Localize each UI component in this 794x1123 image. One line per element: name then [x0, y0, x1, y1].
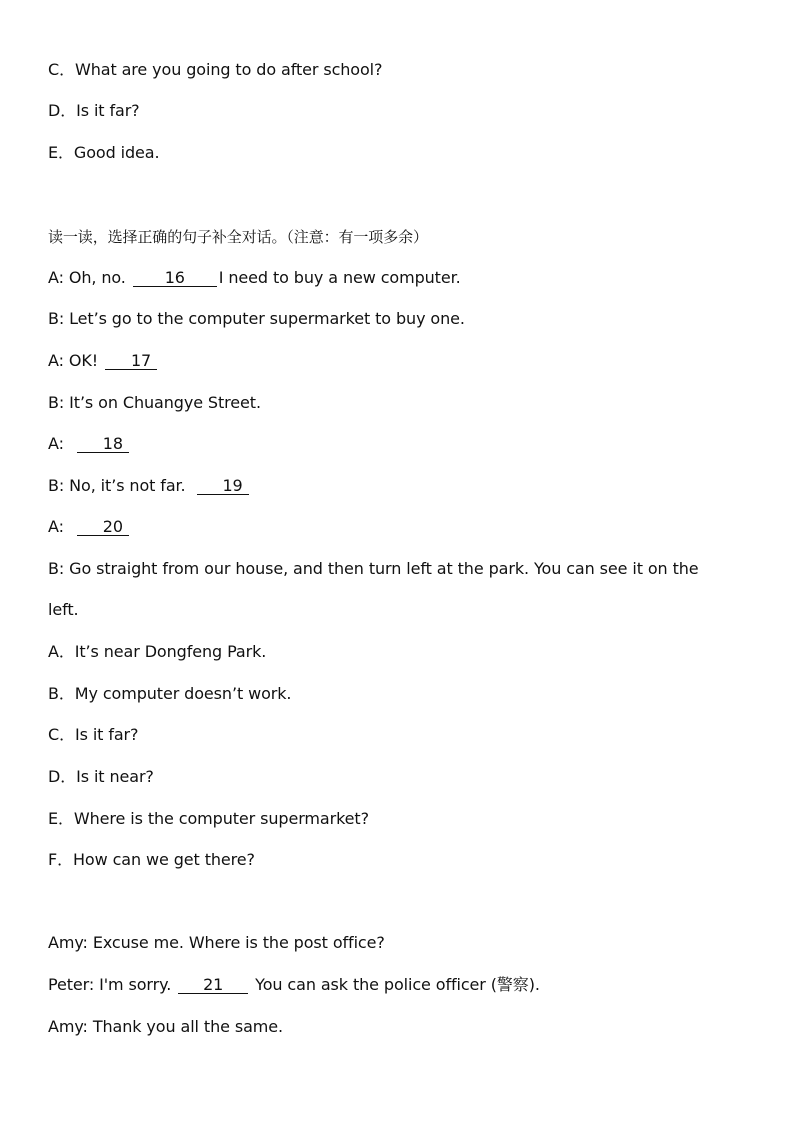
option-d: D．Is it far? — [48, 101, 140, 120]
answer-blank-19[interactable] — [197, 477, 249, 495]
dialogue-line — [48, 268, 461, 288]
dialogue-line: Amy: Excuse me. Where is the post office? — [48, 933, 385, 952]
option-c: C．Is it far? — [48, 725, 139, 744]
option-f: F．How can we get there? — [48, 850, 255, 869]
answer-blank-17[interactable] — [105, 352, 157, 370]
option-e: E．Where is the computer supermarket? — [48, 809, 369, 828]
dialogue-text: Peter: I'm sorry. — [48, 975, 177, 994]
option-c: C．What are you going to do after school? — [48, 60, 383, 79]
blank-number: 20 — [102, 517, 123, 536]
option-d: D．Is it near? — [48, 767, 154, 786]
dialogue-line — [48, 351, 159, 371]
dialogue-line — [48, 434, 131, 454]
blank-number: 17 — [130, 351, 152, 370]
answer-blank-21[interactable] — [178, 976, 248, 994]
section-instruction: 读一读，选择正确的句子补全对话。（注意：有一项多余） — [48, 228, 428, 246]
dialogue-line — [48, 975, 540, 995]
option-b: B．My computer doesn’t work. — [48, 684, 292, 703]
dialogue-line: B: Let’s go to the computer supermarket to buy one. — [48, 309, 465, 328]
answer-blank-20[interactable] — [77, 518, 129, 536]
blank-number: 19 — [222, 476, 243, 495]
dialogue-line: left. — [48, 600, 79, 619]
dialogue-text: B: No, it’s not far. — [48, 476, 191, 495]
dialogue-line: B: Go straight from our house, and then turn left at the park. You can see it on the — [48, 559, 699, 578]
dialogue-line — [48, 476, 251, 496]
dialogue-text: A: Oh, no. — [48, 268, 131, 287]
dialogue-line: Amy: Thank you all the same. — [48, 1017, 283, 1036]
dialogue-text: I need to buy a new computer. — [218, 268, 461, 287]
answer-blank-18[interactable] — [77, 435, 129, 453]
option-a: A．It’s near Dongfeng Park. — [48, 642, 267, 661]
blank-number: 18 — [102, 434, 123, 453]
dialogue-text: A: — [48, 434, 69, 453]
dialogue-text: A: OK! — [48, 351, 104, 370]
blank-number: 21 — [203, 975, 224, 994]
blank-number: 16 — [164, 268, 185, 287]
dialogue-line — [48, 517, 131, 537]
dialogue-text: A: — [48, 517, 69, 536]
dialogue-text: You can ask the police officer (警察). — [250, 975, 540, 994]
answer-blank-16[interactable] — [133, 269, 217, 287]
option-e: E．Good idea. — [48, 143, 160, 162]
dialogue-line: B: It’s on Chuangye Street. — [48, 393, 261, 412]
